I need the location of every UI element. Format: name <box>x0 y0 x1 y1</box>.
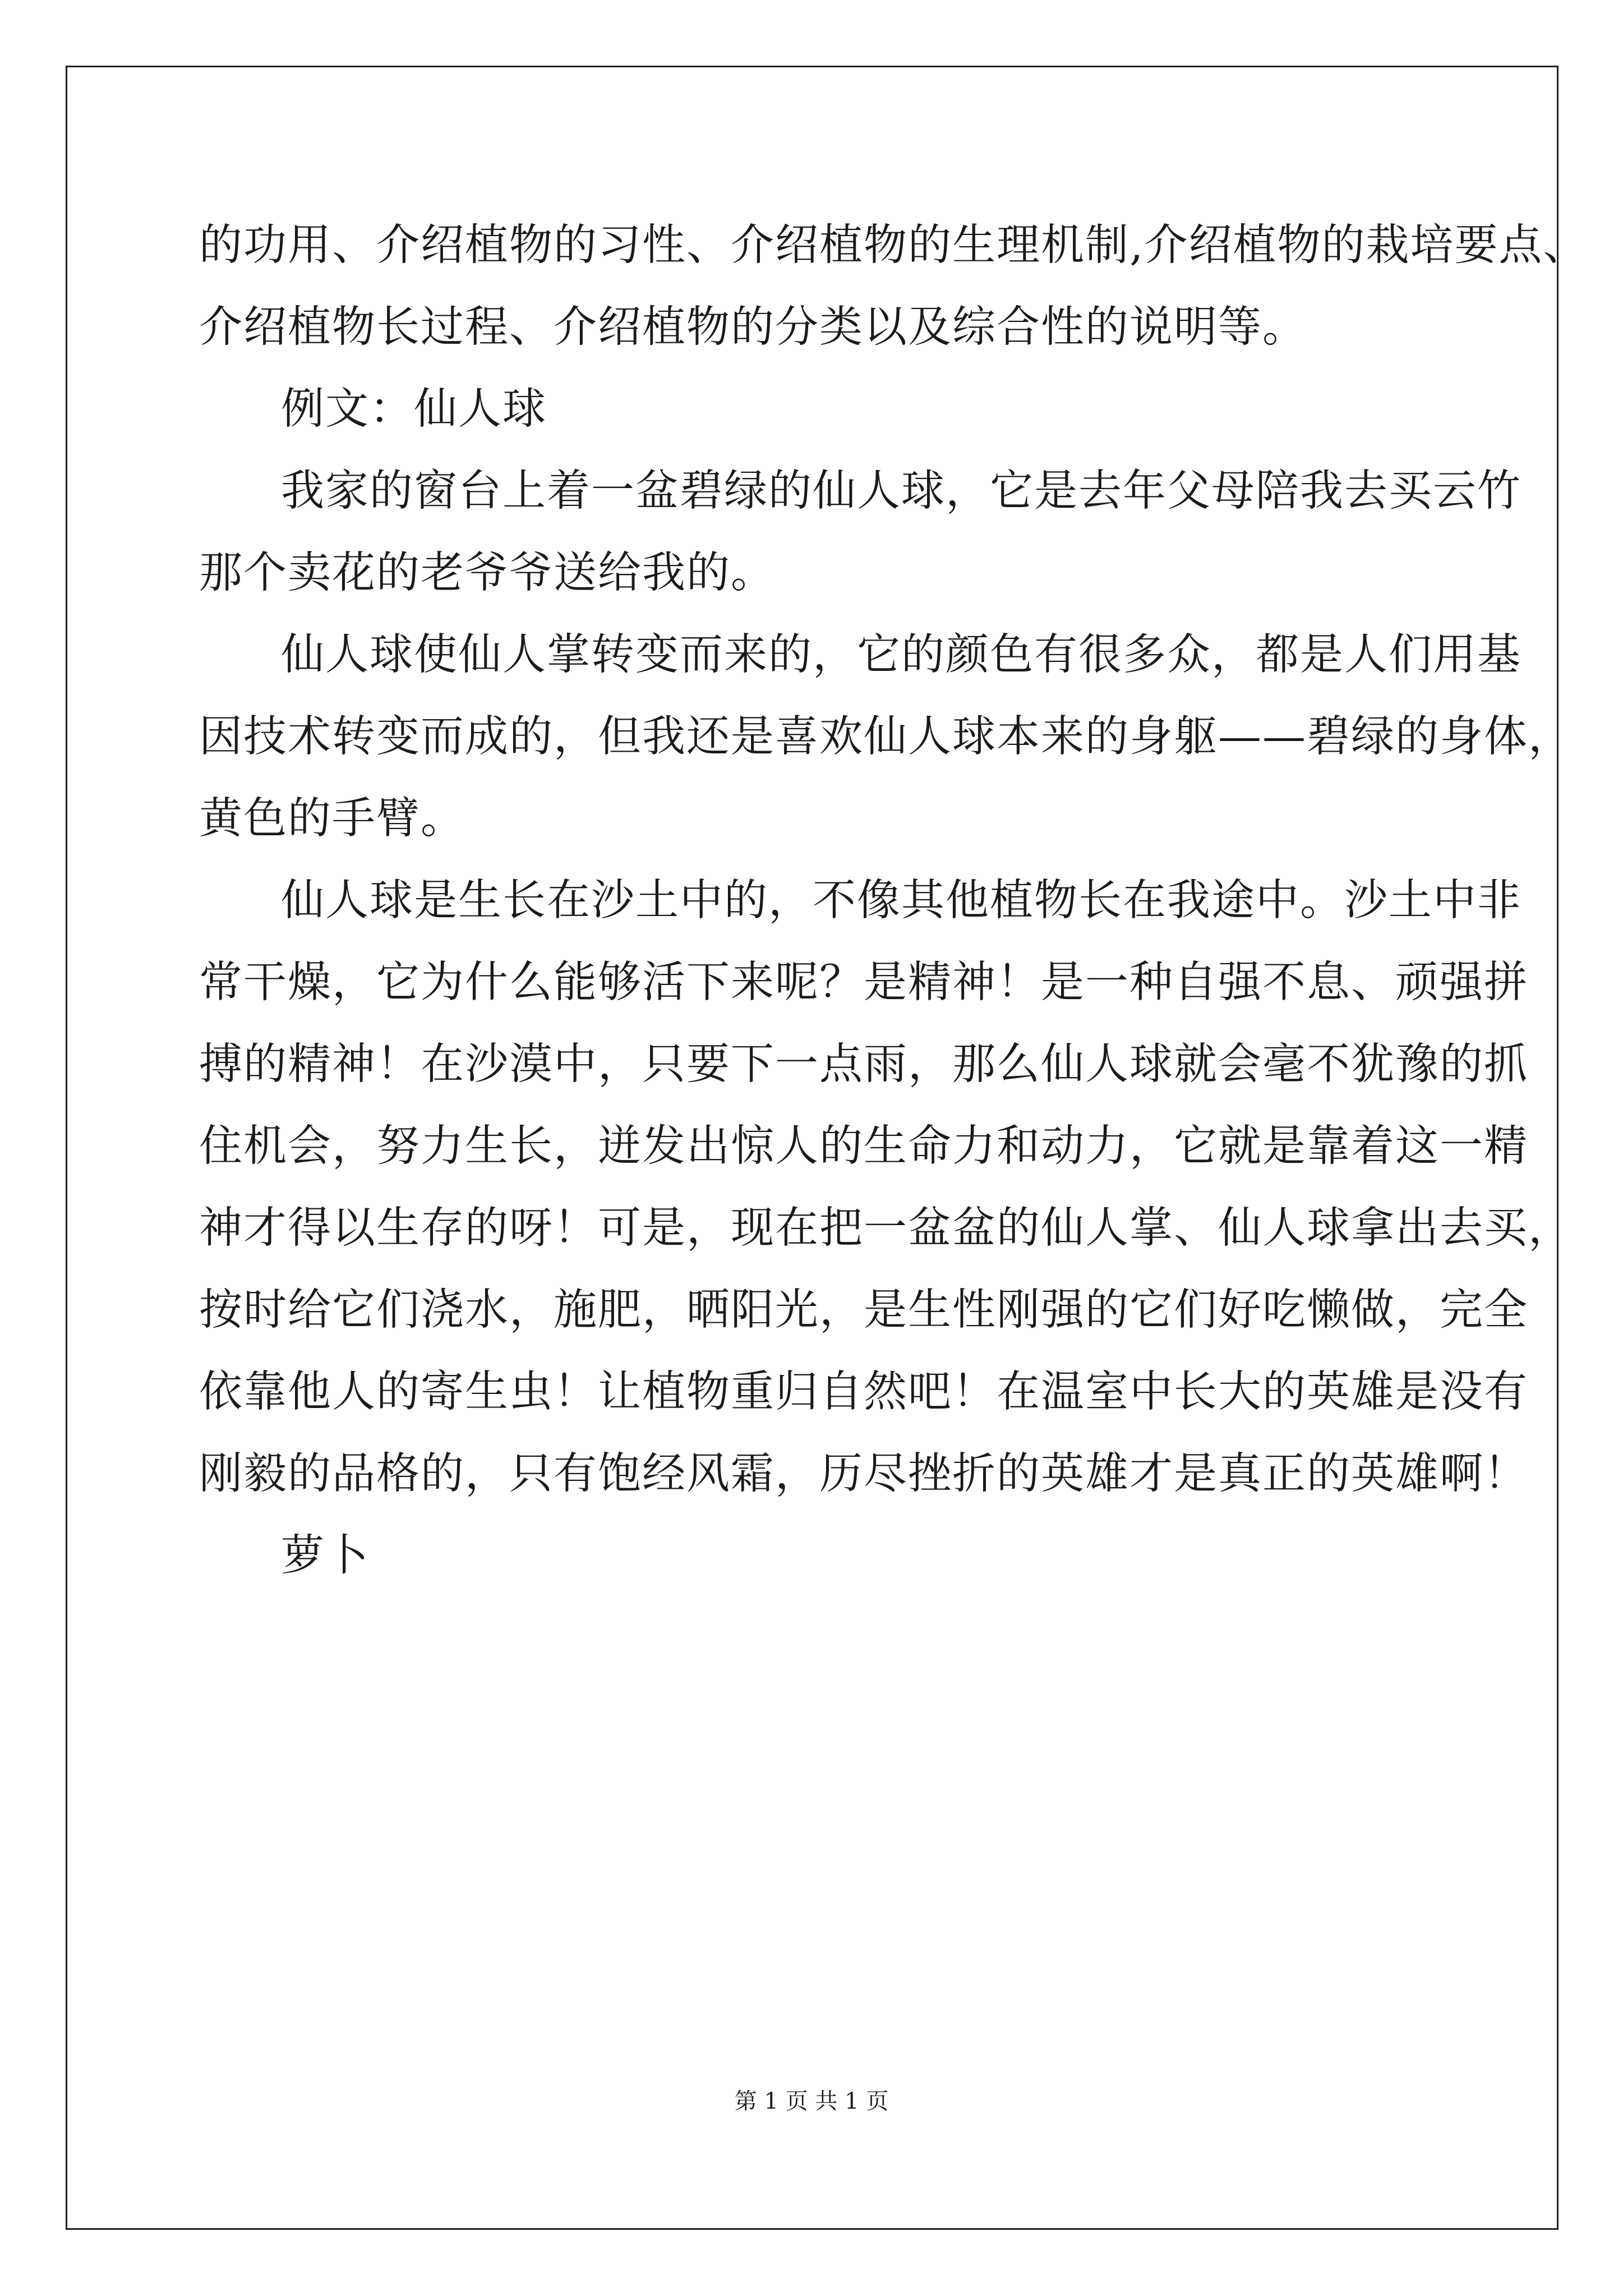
text-line: 黄色的手臂。 <box>199 794 465 844</box>
page-number-label: 第 1 页 共 1 页 <box>734 2088 889 2114</box>
text-line: 常干燥，它为什么能够活下来呢？是精神！是一种自强不息、顽强拼 <box>199 958 1528 1007</box>
text-line: 神才得以生存的呀！可是，现在把一盆盆的仙人掌、仙人球拿出去买， <box>199 1203 1573 1253</box>
document-body <box>199 205 1588 1597</box>
page-footer <box>0 2086 1623 2117</box>
text-line: 例文：仙人球 <box>281 384 547 434</box>
text-line: 依靠他人的寄生虫！让植物重归自然吧！在温室中长大的英雄是没有 <box>199 1367 1528 1417</box>
paragraph-2 <box>199 614 1573 860</box>
text-line: 那个卖花的老爷爷送给我的。 <box>199 548 775 598</box>
text-line: 因技术转变而成的，但我还是喜欢仙人球本来的身躯——碧绿的身体， <box>199 712 1573 762</box>
text-line: 我家的窗台上着一盆碧绿的仙人球，它是去年父母陪我去买云竹 <box>281 466 1521 516</box>
text-line: 仙人球是生长在沙土中的，不像其他植物长在我途中。沙土中非 <box>281 876 1521 926</box>
text-line: 的功用、介绍植物的习性、介绍植物的生理机制,介绍植物的栽培要点、 <box>199 220 1588 270</box>
text-line: 萝卜 <box>281 1531 370 1581</box>
paragraph-1 <box>199 450 1521 614</box>
paragraph-example-title <box>199 369 1461 450</box>
text-line: 刚毅的品格的，只有饱经风霜，历尽挫折的英雄才是真正的英雄啊！ <box>199 1449 1528 1499</box>
text-line: 介绍植物长过程、介绍植物的分类以及综合性的说明等。 <box>199 302 1307 352</box>
paragraph-next-title <box>199 1515 1461 1597</box>
text-line: 住机会，努力生长，迸发出惊人的生命力和动力，它就是靠着这一精 <box>199 1121 1528 1171</box>
text-line: 按时给它们浇水，施肥，晒阳光，是生性刚强的它们好吃懒做，完全 <box>199 1285 1528 1335</box>
paragraph-intro-continued <box>199 205 1588 369</box>
text-line: 仙人球使仙人掌转变而来的，它的颜色有很多众，都是人们用基 <box>281 630 1521 680</box>
text-line: 搏的精神！在沙漠中，只要下一点雨，那么仙人球就会毫不犹豫的抓 <box>199 1039 1528 1089</box>
paragraph-3 <box>199 860 1573 1515</box>
